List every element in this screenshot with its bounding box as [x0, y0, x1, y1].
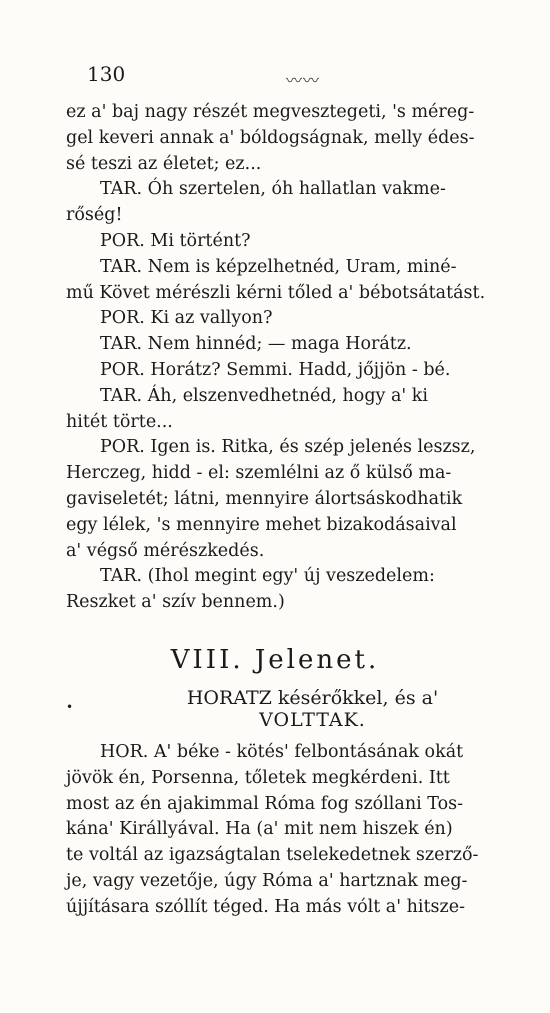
- text-line: mű Követ mérészli kérni tőled a' bébotsátatást.: [66, 282, 486, 303]
- text-line: POR. Igen is. Ritka, és szép jelenés leszsz,: [100, 437, 476, 458]
- text-line: rőség!: [66, 205, 123, 226]
- text-line: TAR. Nem is képzelhetnéd, Uram, miné-: [100, 256, 457, 277]
- header-ornament: 〰〰: [286, 71, 321, 90]
- text-line: ez a' baj nagy részét megvesztegeti, 's méreg-: [66, 102, 475, 122]
- text-line: TAR. Nem hinnéd; — maga Horátz.: [100, 334, 412, 355]
- margin-mark: •: [66, 700, 74, 714]
- text-line: je, vagy vezetője, úgy Róma a' hartznak meg-: [66, 871, 468, 891]
- text-line: POR. Ki az vallyon?: [100, 308, 273, 329]
- text-line: HOR. A' béke - kötés' felbontásának okát: [100, 742, 464, 762]
- text-line: most az én ajakimmal Róma fog szóllani Tos-: [66, 793, 464, 814]
- text-line: gel keveri annak a' bóldogságnak, melly édes-: [66, 127, 475, 148]
- page-number: 130: [87, 62, 126, 86]
- scene-title: VIII. Jelenet.: [170, 645, 380, 675]
- text-line: Reszket a' szív bennem.): [66, 592, 285, 613]
- text-line: TAR. Óh szertelen, óh hallatlan vakme-: [100, 179, 446, 200]
- text-line: Herczeg, hidd - el: szemlélni az ő külső ma-: [66, 463, 452, 484]
- text-line: TAR. (Ihol megint egy' új veszedelem:: [100, 566, 435, 587]
- text-line: sé teszi az életet; ez...: [66, 153, 262, 174]
- text-line: POR. Horátz? Semmi. Hadd, jőjjön - bé.: [100, 360, 451, 380]
- text-line: egy lélek, 's mennyire mehet bizakodásaival: [66, 514, 457, 535]
- text-line: kána' Királlyával. Ha (a' mit nem hiszek én): [66, 819, 453, 840]
- text-line: POR. Mi történt?: [100, 231, 251, 251]
- text-line: a' végső mérészkedés.: [66, 540, 265, 561]
- text-line: te voltál az igazságtalan tselekedetnek szerző-: [66, 845, 479, 866]
- text-line: jövök én, Porsenna, tőletek megkérdeni. Itt: [66, 767, 450, 788]
- scene-characters: HORATZ késérőkkel, és a': [186, 687, 439, 709]
- text-line: újjításara szóllít téged. Ha más vólt a' hitsze-: [66, 896, 465, 917]
- text-line: gaviseletét; látni, mennyire álortsáskodhatik: [66, 489, 463, 509]
- scene-characters-2: VOLTTAK.: [259, 709, 366, 731]
- text-line: TAR. Áh, elszenvedhetnéd, hogy a' ki: [100, 385, 428, 406]
- text-line: hitét törte...: [66, 411, 173, 432]
